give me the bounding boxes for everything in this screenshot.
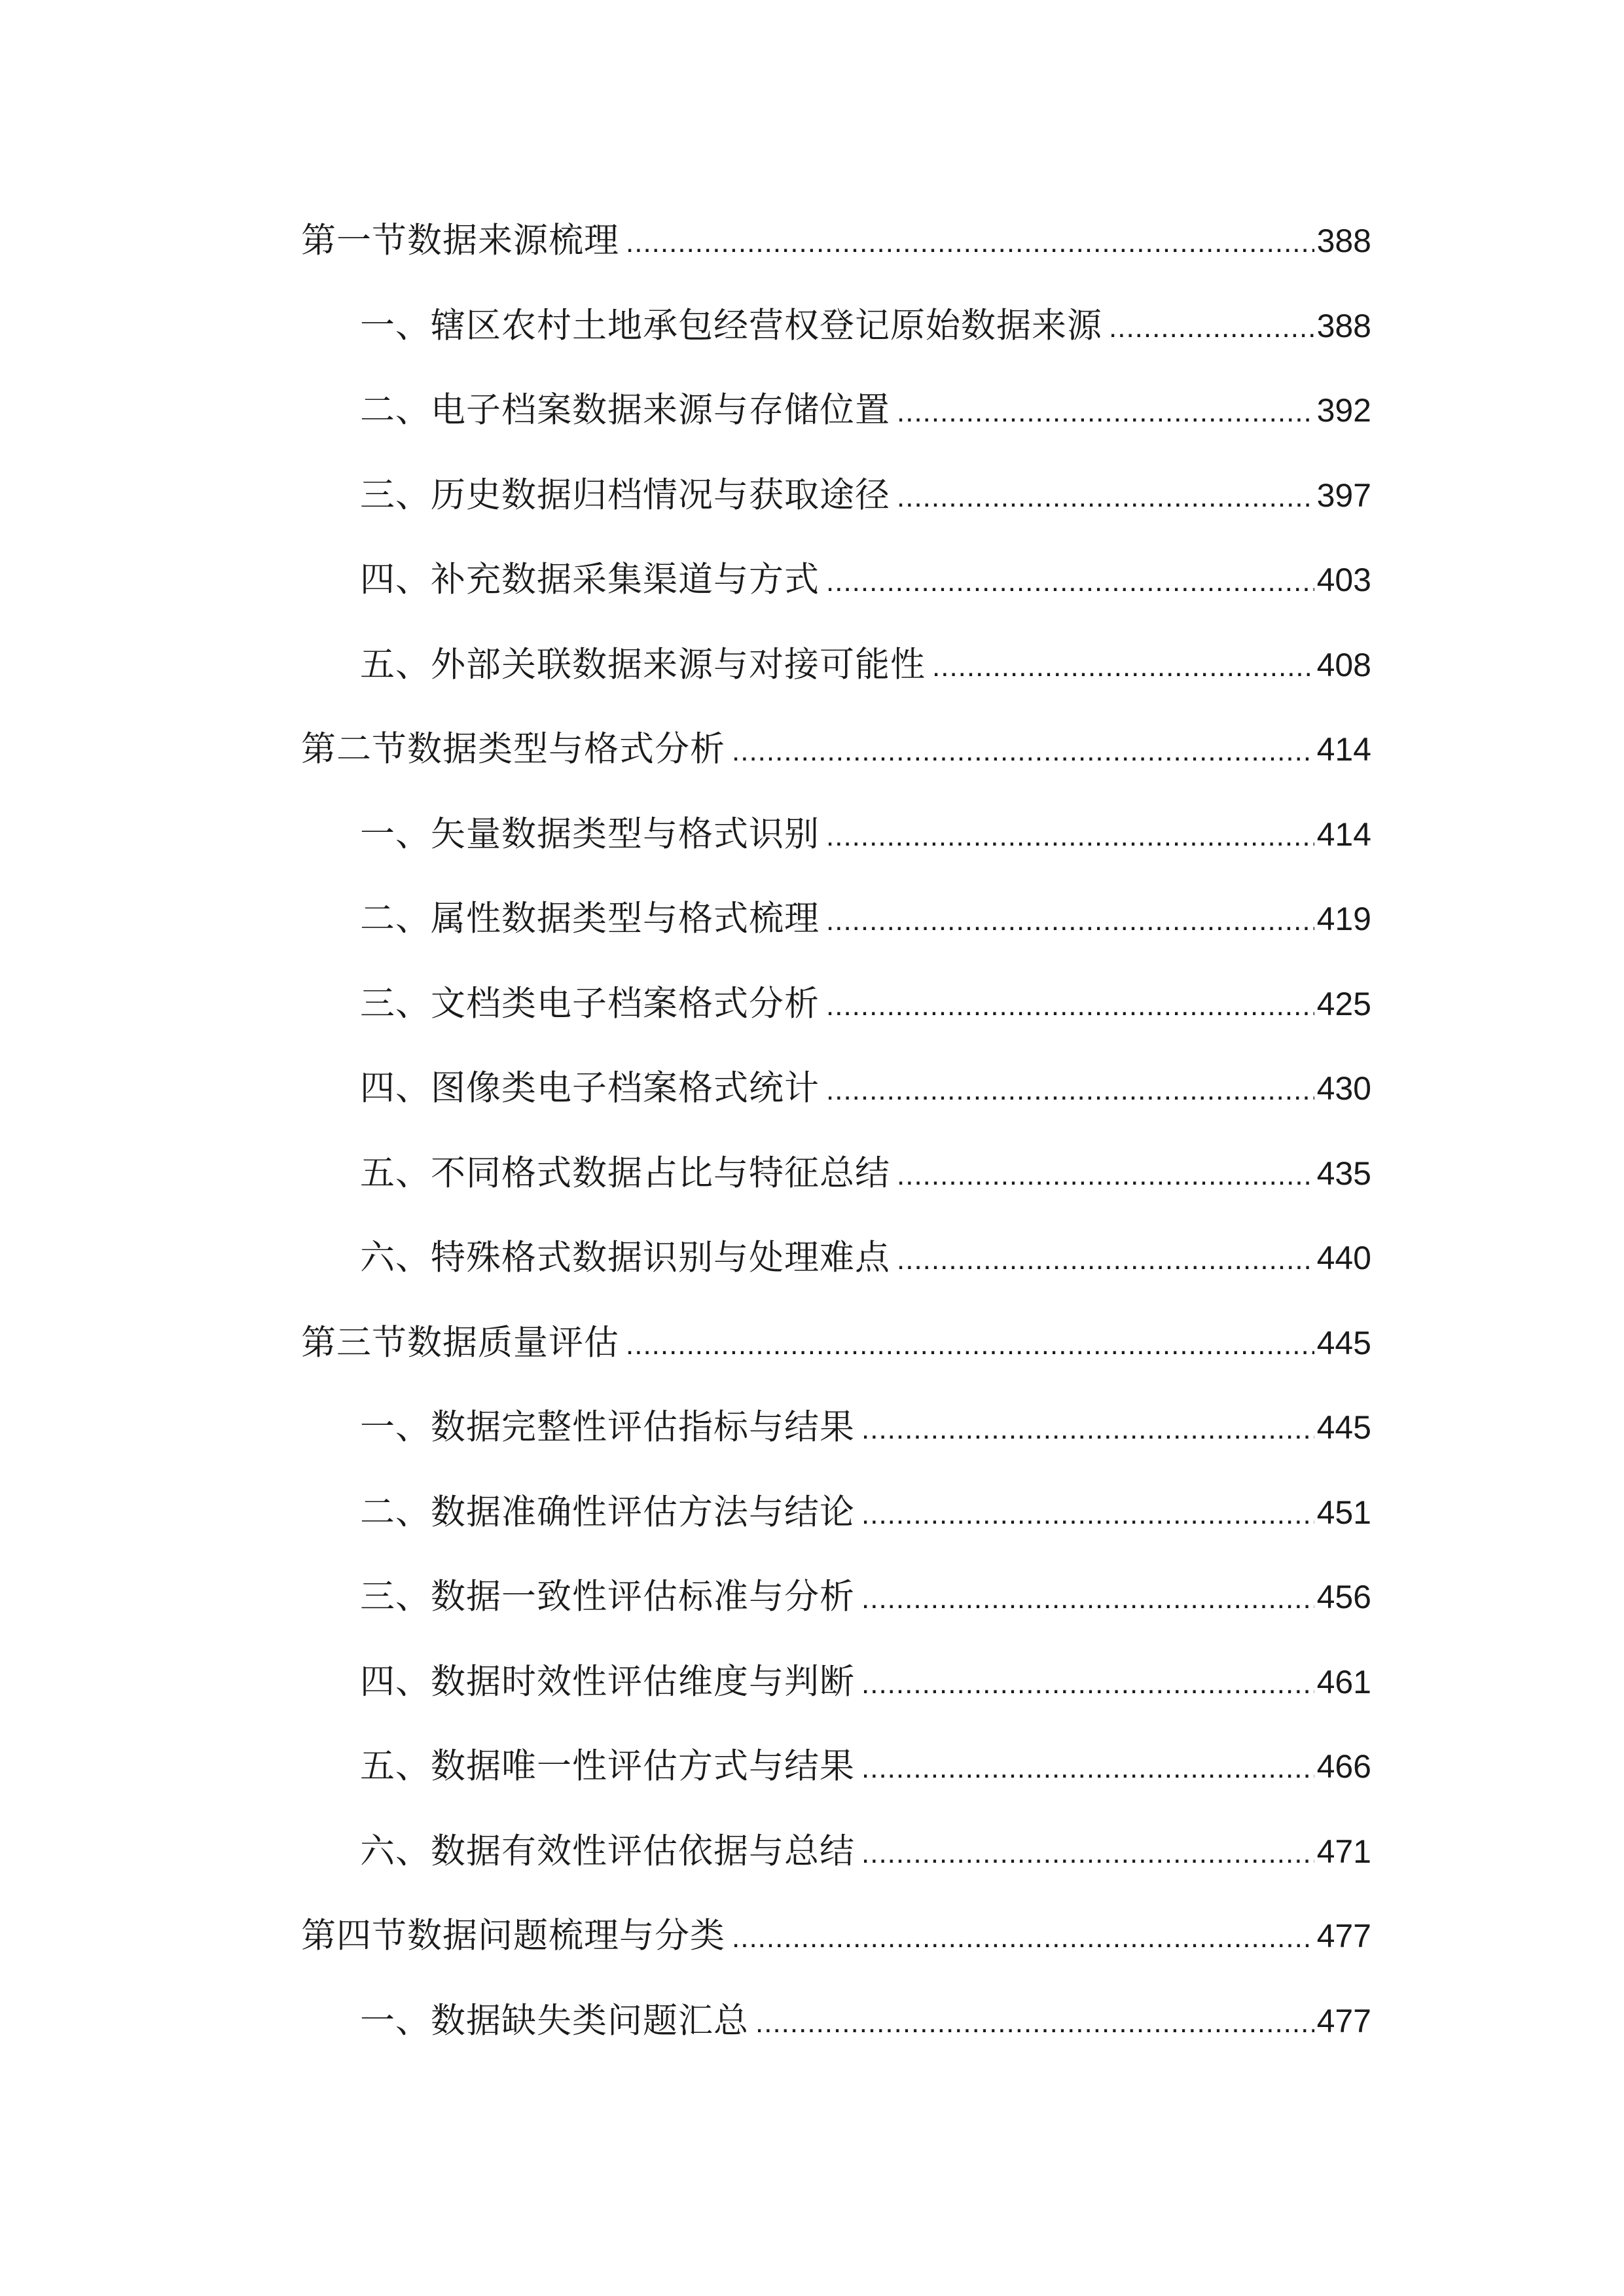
toc-entry-subsection[interactable] xyxy=(301,1484,1371,1570)
dot-leader xyxy=(861,1740,1314,1797)
toc-entry-page-number: 388 xyxy=(1316,307,1371,344)
toc-entry-section-2[interactable] xyxy=(301,721,1371,806)
dot-leader xyxy=(897,469,1314,526)
toc-entry-page-number: 397 xyxy=(1316,476,1371,514)
toc-entry-page-number: 388 xyxy=(1316,223,1371,259)
toc-entry-subsection[interactable] xyxy=(301,1823,1371,1909)
toc-entry-subsection[interactable] xyxy=(301,637,1371,722)
table-of-contents xyxy=(301,213,1371,2077)
toc-entry-page-number: 445 xyxy=(1316,1324,1371,1361)
dot-leader xyxy=(826,554,1314,610)
toc-entry-subsection[interactable] xyxy=(301,1738,1371,1823)
toc-entry-subsection[interactable] xyxy=(301,382,1371,467)
toc-entry-page-number: 408 xyxy=(1316,646,1371,683)
dot-leader xyxy=(897,1147,1314,1204)
toc-entry-title: 第二节数据类型与格式分析 xyxy=(301,729,725,769)
toc-entry-title: 一、数据缺失类问题汇总 xyxy=(360,2000,749,2041)
toc-entry-page-number: 403 xyxy=(1316,562,1371,598)
toc-entry-title: 第四节数据问题梳理与分类 xyxy=(301,1916,725,1956)
dot-leader xyxy=(932,639,1314,695)
toc-entry-title: 二、属性数据类型与格式梳理 xyxy=(360,899,820,939)
toc-entry-page-number: 435 xyxy=(1316,1155,1371,1192)
toc-entry-title: 五、外部关联数据来源与对接可能性 xyxy=(360,644,926,685)
toc-entry-page-number: 466 xyxy=(1316,1748,1371,1785)
dot-leader xyxy=(826,893,1314,949)
dot-leader xyxy=(897,1232,1314,1288)
toc-entry-page-number: 414 xyxy=(1316,731,1371,768)
toc-entry-title: 二、数据准确性评估方法与结论 xyxy=(360,1492,855,1532)
dot-leader xyxy=(826,808,1314,865)
toc-entry-page-number: 471 xyxy=(1316,1833,1371,1870)
dot-leader xyxy=(861,1656,1314,1712)
toc-entry-title: 四、数据时效性评估维度与判断 xyxy=(360,1661,855,1702)
toc-entry-subsection[interactable] xyxy=(301,806,1371,891)
dot-leader xyxy=(626,1317,1314,1373)
dot-leader xyxy=(861,1401,1314,1458)
toc-entry-subsection[interactable] xyxy=(301,1654,1371,1739)
toc-entry-page-number: 451 xyxy=(1316,1494,1371,1531)
dot-leader xyxy=(626,215,1314,271)
toc-entry-title: 第三节数据质量评估 xyxy=(301,1322,619,1363)
dot-leader xyxy=(897,384,1314,440)
toc-entry-page-number: 392 xyxy=(1316,392,1371,429)
toc-entry-subsection[interactable] xyxy=(301,891,1371,976)
dot-leader xyxy=(826,978,1314,1034)
toc-entry-title: 六、特殊格式数据识别与处理难点 xyxy=(360,1238,890,1278)
toc-entry-title: 六、数据有效性评估依据与总结 xyxy=(360,1831,855,1871)
toc-entry-page-number: 461 xyxy=(1316,1663,1371,1700)
toc-entry-page-number: 414 xyxy=(1316,816,1371,853)
toc-entry-title: 五、不同格式数据占比与特征总结 xyxy=(360,1153,890,1193)
toc-entry-section-1[interactable] xyxy=(301,213,1371,298)
toc-entry-subsection[interactable] xyxy=(301,298,1371,383)
toc-entry-page-number: 445 xyxy=(1316,1409,1371,1446)
toc-entry-page-number: 456 xyxy=(1316,1579,1371,1615)
toc-entry-section-4[interactable] xyxy=(301,1908,1371,1993)
dot-leader xyxy=(1109,300,1314,356)
toc-entry-title: 四、补充数据采集渠道与方式 xyxy=(360,560,820,600)
toc-entry-page-number: 440 xyxy=(1316,1240,1371,1276)
dot-leader xyxy=(755,1995,1314,2051)
toc-entry-subsection[interactable] xyxy=(301,1145,1371,1230)
dot-leader xyxy=(732,1910,1314,1966)
toc-entry-page-number: 419 xyxy=(1316,901,1371,937)
toc-entry-title: 一、矢量数据类型与格式识别 xyxy=(360,814,820,854)
dot-leader xyxy=(861,1486,1314,1543)
toc-entry-subsection[interactable] xyxy=(301,1993,1371,2078)
dot-leader xyxy=(861,1825,1314,1882)
toc-entry-subsection[interactable] xyxy=(301,552,1371,637)
toc-entry-page-number: 477 xyxy=(1316,2002,1371,2039)
toc-entry-title: 第一节数据来源梳理 xyxy=(301,221,619,260)
toc-entry-page-number: 430 xyxy=(1316,1070,1371,1107)
toc-entry-page-number: 477 xyxy=(1316,1918,1371,1954)
toc-entry-subsection[interactable] xyxy=(301,467,1371,552)
toc-entry-subsection[interactable] xyxy=(301,1060,1371,1145)
toc-entry-section-3[interactable] xyxy=(301,1315,1371,1400)
toc-entry-title: 一、数据完整性评估指标与结果 xyxy=(360,1407,855,1447)
dot-leader xyxy=(826,1062,1314,1119)
toc-entry-page-number: 425 xyxy=(1316,985,1371,1022)
toc-entry-title: 二、电子档案数据来源与存储位置 xyxy=(360,390,890,430)
dot-leader xyxy=(732,723,1314,780)
toc-entry-subsection[interactable] xyxy=(301,976,1371,1061)
toc-entry-subsection[interactable] xyxy=(301,1399,1371,1484)
toc-entry-title: 三、文档类电子档案格式分析 xyxy=(360,983,820,1024)
toc-entry-title: 四、图像类电子档案格式统计 xyxy=(360,1068,820,1108)
dot-leader xyxy=(861,1571,1314,1627)
toc-entry-title: 五、数据唯一性评估方式与结果 xyxy=(360,1746,855,1786)
toc-entry-subsection[interactable] xyxy=(301,1230,1371,1315)
toc-entry-title: 三、历史数据归档情况与获取途径 xyxy=(360,475,890,515)
toc-entry-title: 三、数据一致性评估标准与分析 xyxy=(360,1577,855,1617)
toc-entry-subsection[interactable] xyxy=(301,1569,1371,1654)
toc-entry-title: 一、辖区农村土地承包经营权登记原始数据来源 xyxy=(360,305,1102,346)
